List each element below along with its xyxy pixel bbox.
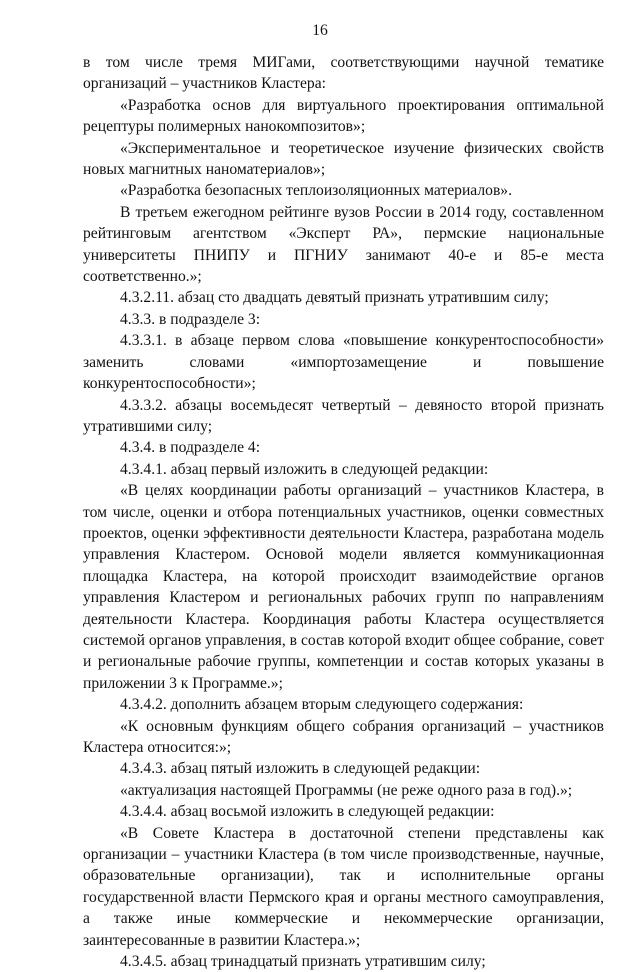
paragraph: В третьем ежегодном рейтинге вузов России в 2014 году, составленном рейтинговым агентством «Эксперт РА», пермские национальные университеты ПНИПУ и ПГНИУ занимают 40-е и 85-е места соответственно.»;: [83, 203, 604, 286]
document-body: [83, 52, 604, 972]
page-number: 16: [312, 22, 328, 39]
paragraph: «актуализация настоящей Программы (не реже одного раза в год).»;: [120, 781, 573, 799]
paragraph: «К основным функциям общего собрания организаций – участников Кластера относится:»;: [83, 717, 604, 756]
paragraph: 4.3.4.2. дополнить абзацем вторым следующего содержания:: [120, 696, 524, 714]
paragraph: в том числе тремя МИГами, соответствующими научной тематике организаций – участников Кластера:: [83, 54, 604, 93]
paragraph: 4.3.4.3. абзац пятый изложить в следующей редакции:: [120, 760, 481, 778]
paragraph: 4.3.4.1. абзац первый изложить в следующей редакции:: [120, 460, 489, 478]
paragraph: 4.3.3.2. абзацы восемьдесят четвертый – девяносто второй признать утратившими силу;: [83, 396, 604, 435]
paragraph: «В Совете Кластера в достаточной степени представлены как организации – участники Кластера (в том числе производственные, научные, образовательные организации), так и исполнительные органы государственной власти Пермского края и органы местного самоуправления, а также иные коммерческие и некоммерческие организации, заинтересованные в развитии Кластера.»;: [83, 824, 604, 949]
paragraph: 4.3.2.11. абзац сто двадцать девятый признать утратившим силу;: [120, 289, 549, 307]
paragraph: 4.3.3. в подразделе 3:: [120, 310, 261, 328]
paragraph: 4.3.4.4. абзац восьмой изложить в следующей редакции:: [120, 803, 495, 821]
paragraph: «Разработка основ для виртуального проектирования оптимальной рецептуры полимерных нанокомпозитов»;: [83, 96, 604, 136]
paragraph: «Экспериментальное и теоретическое изучение физических свойств новых магнитных наноматериалов»;: [83, 139, 604, 179]
paragraph: 4.3.3.1. в абзаце первом слова «повышение конкурентоспособности» заменить словами «импортозамещение и повышение конкурентоспособности»;: [83, 332, 604, 393]
paragraph: «Разработка безопасных теплоизоляционных материалов».: [120, 182, 512, 200]
paragraph: 4.3.4. в подразделе 4:: [120, 439, 261, 457]
paragraph: «В целях координации работы организаций – участников Кластера, в том числе, оценки и отбора потенциальных участников, оценки совместных проектов, оценки эффективности деятельности Кластера, разработана модель управления Кластером. Основой модели является коммуникационная площадка Кластера, на которой происходит взаимодействие органов управления Кластером и региональных рабочих групп по направлениям деятельности Кластера. Координация работы Кластера осуществляется системой органов управления, в состав которой входит общее собрание, совет и региональные рабочие группы, компетенции и состав которых указаны в приложении 3 к Программе.»;: [83, 482, 604, 692]
paragraph: 4.3.4.5. абзац тринадцатый признать утратившим силу;: [120, 953, 486, 971]
